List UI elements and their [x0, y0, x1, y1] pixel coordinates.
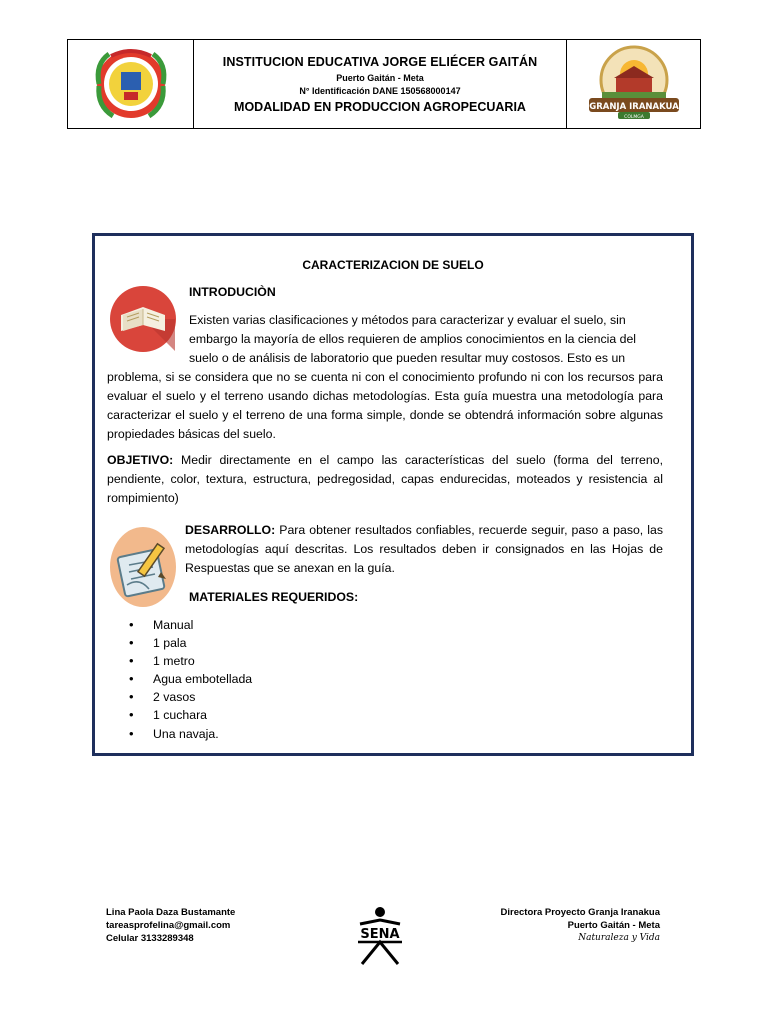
development-paragraph [185, 521, 663, 578]
intro-line-1: Existen varias clasificaciones y métodos para caracterizar y evaluar el suelo, sin [189, 313, 626, 327]
footer-contact [106, 906, 235, 945]
header-title-cell [194, 40, 566, 128]
footer-project [501, 906, 660, 945]
list-item: • Agua embotellada [107, 670, 252, 688]
intro-heading: INTRODUCIÒN [189, 285, 276, 299]
project-location: Puerto Gaitán - Meta [567, 920, 660, 931]
granja-iranakua-logo-icon [584, 44, 684, 124]
intro-line-2: embargo la mayoría de ellos requieren de amplios conocimientos en la ciencia del [189, 332, 637, 346]
development-label: DESARROLLO: [185, 523, 276, 537]
objective-text: Medir directamente en el campo las características del suelo (forma del terreno, pendiente, color, textura, estructura, pedregosidad, capas endurecidas, moteados y resistencia al rompimiento) [107, 453, 663, 505]
author-phone: Celular 3133289348 [106, 933, 194, 944]
intro-line-3: suelo o de análisis de laboratorio que pueden resultar muy costosos. Esto es un [189, 351, 626, 365]
materials-list [107, 616, 252, 743]
svg-text:COLMGA: COLMGA [623, 115, 644, 120]
svg-text:SENA: SENA [360, 927, 400, 942]
list-item: • 1 pala [107, 634, 252, 652]
institution-name: INSTITUCION EDUCATIVA JORGE ELIÉCER GAITÁN [222, 54, 538, 69]
notepad-pencil-icon [109, 523, 177, 607]
list-item: • 2 vasos [107, 688, 252, 706]
materials-heading: MATERIALES REQUERIDOS: [189, 590, 359, 604]
project-slogan: Naturaleza y Vida [578, 933, 660, 943]
objective-label: OBJETIVO: [107, 453, 174, 467]
intro-continuation: problema, si se considera que no se cuenta ni con el conocimiento profundo ni con los recursos para evaluar el suelo y el terreno usando dichas metodologías. Esta guía muestra una metodología para caracterizar el suelo y el terreno de una forma simple, donde se obtendrá información sobre algunas propiedades básicas del suelo. [107, 370, 663, 441]
list-item: • Una navaja. [107, 725, 252, 743]
list-item: • 1 metro [107, 652, 252, 670]
header-left-logo-cell [68, 40, 194, 128]
list-item: • 1 cuchara [107, 706, 252, 724]
svg-text:GRANJA IRANAKUA: GRANJA IRANAKUA [588, 102, 679, 112]
author-email: tareasprofelina@gmail.com [106, 920, 231, 931]
dane-id: N° Identificación DANE 150568000147 [299, 85, 461, 96]
project-role: Directora Proyecto Granja Iranakua [500, 907, 660, 918]
sena-logo-icon [352, 906, 408, 966]
list-item: • Manual [107, 616, 252, 634]
modality-title: MODALIDAD EN PRODUCCION AGROPECUARIA [234, 99, 526, 114]
institution-location: Puerto Gaitán - Meta [336, 72, 424, 83]
content-box [92, 233, 694, 756]
open-book-icon [109, 285, 177, 353]
author-name: Lina Paola Daza Bustamante [106, 907, 236, 918]
objective-paragraph [107, 451, 663, 508]
document-title: CARACTERIZACION DE SUELO [302, 258, 484, 272]
school-crest-icon [91, 44, 171, 124]
development-text: Para obtener resultados confiables, recuerde seguir, paso a paso, las metodologías aquí descritas. Los resultados deben ir consignados en las Hojas de Respuestas que se anexan en la guía. [185, 523, 663, 575]
document-header [67, 39, 701, 129]
header-right-logo-cell [566, 40, 700, 128]
